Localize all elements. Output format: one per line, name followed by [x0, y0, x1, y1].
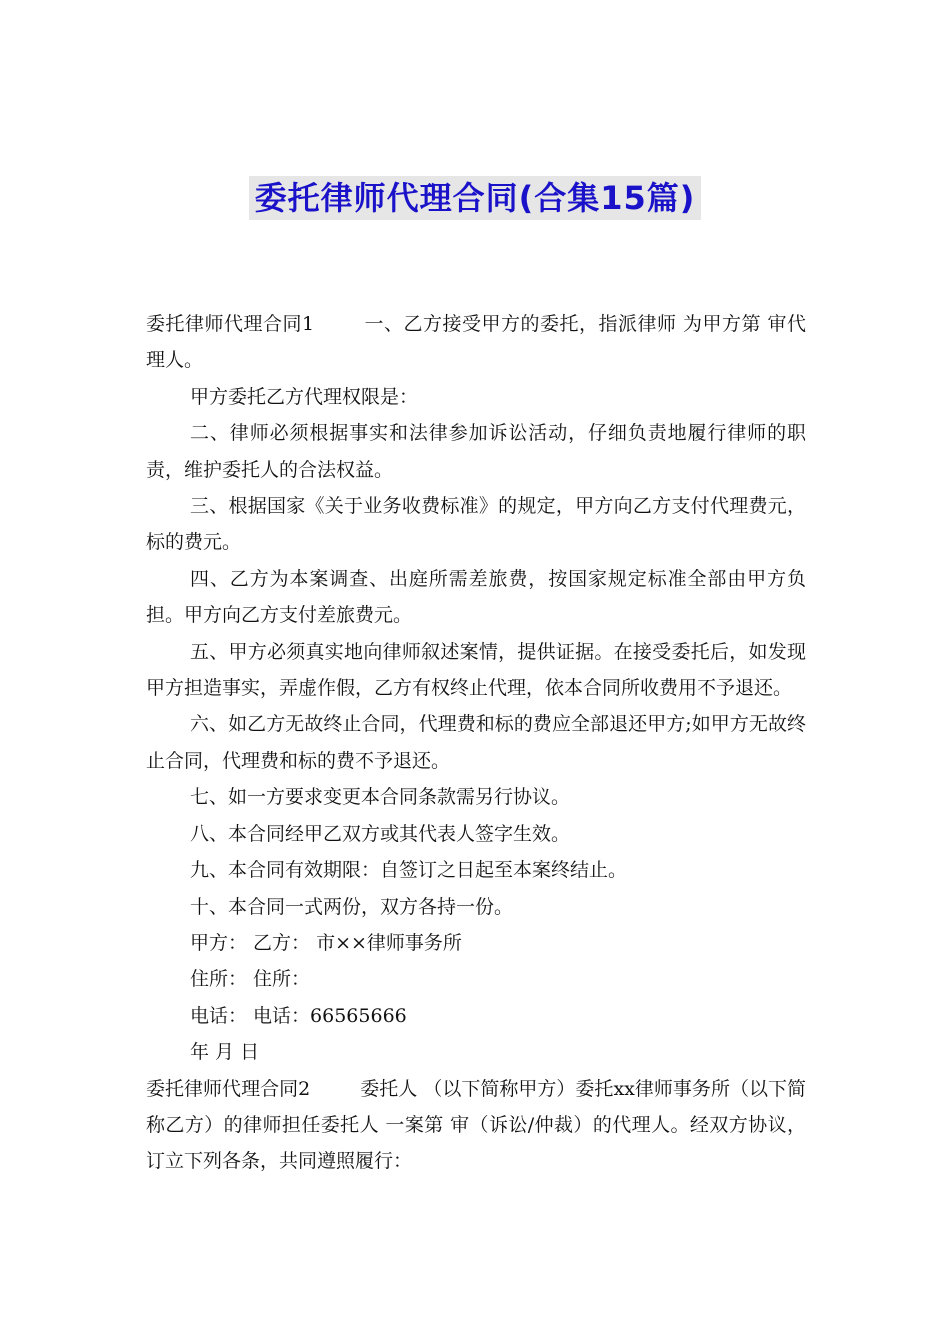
contract1-clause-10: 十、本合同一式两份，双方各持一份。 [190, 895, 514, 918]
contract1-heading: 委托律师代理合同1 [146, 313, 315, 335]
contract1-clause-7: 七、如一方要求变更本合同条款需另行协议。 [190, 786, 571, 809]
signature-date: 年 月 日 [190, 1041, 260, 1064]
contract1-clause-1: 一、乙方接受甲方的委托，指派律师 为甲方第 审代理人。 [146, 313, 806, 372]
signature-phone: 电话： 电话：66565666 [190, 1004, 407, 1027]
signature-parties: 甲方： 乙方： 市××律师事务所 [190, 931, 462, 954]
contract1-clause-8: 八、本合同经甲乙双方或其代表人签字生效。 [190, 822, 571, 845]
contract1-clause-2: 二、律师必须根据事实和法律参加诉讼活动，仔细负责地履行律师的职责，维护委托人的合法权益。 [146, 422, 806, 481]
contract1-clause-3: 三、根据国家《关于业务收费标准》的规定，甲方向乙方支付代理费元，标的费元。 [146, 495, 806, 554]
title-block [0, 176, 950, 220]
contract1-clause-4: 四、乙方为本案调查、出庭所需差旅费，按国家规定标准全部由甲方负担。甲方向乙方支付差旅费元。 [146, 567, 806, 627]
contract1-first-paragraph [146, 306, 806, 379]
contract1-authority: 甲方委托乙方代理权限是： [190, 385, 419, 408]
contract2-first-paragraph [146, 1071, 806, 1180]
contract2-intro: 委托人 （以下简称甲方）委托xx律师事务所（以下简称乙方）的律师担任委托人 一案第 审（诉讼/仲裁）的代理人。经双方协议，订立下列各条，共同遵照履行： [146, 1077, 806, 1173]
document-title: 委托律师代理合同(合集15篇) [249, 176, 702, 220]
contract1-clause-6: 六、如乙方无故终止合同，代理费和标的费应全部退还甲方;如甲方无故终止合同，代理费和标的费不予退还。 [146, 713, 806, 772]
contract1-clause-5: 五、甲方必须真实地向律师叙述案情，提供证据。在接受委托后，如发现甲方担造事实，弄虚作假，乙方有权终止代理，依本合同所收费用不予退还。 [146, 640, 806, 700]
signature-address: 住所： 住所： [190, 968, 311, 991]
contract2-heading: 委托律师代理合同2 [146, 1077, 311, 1100]
contract1-clause-9: 九、本合同有效期限：自签订之日起至本案终结止。 [190, 859, 628, 882]
document-body [146, 306, 806, 1180]
